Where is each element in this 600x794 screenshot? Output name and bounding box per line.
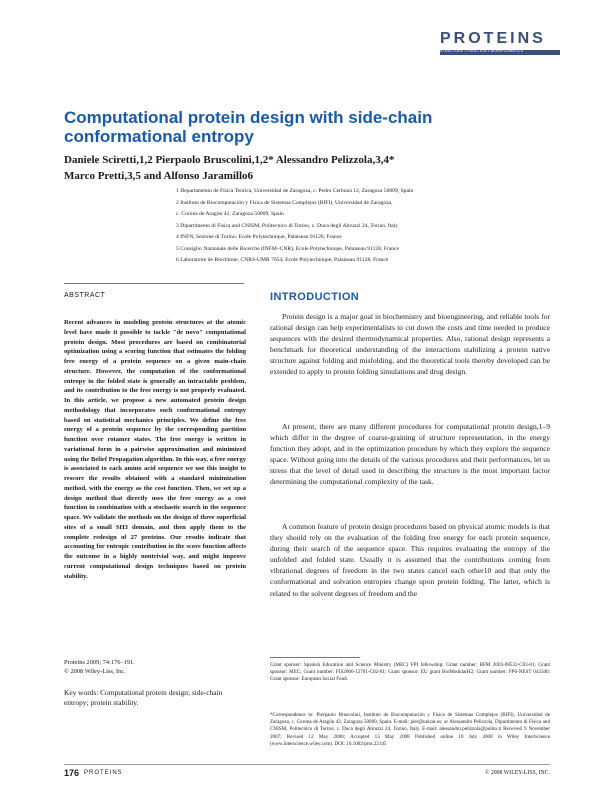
affiliation-item: 1 Departamento de Física Teórica, Universidad de Zaragoza, c. Pedro Cerbuna 12, Zaragoza 50009, Spain <box>176 188 414 194</box>
intro-paragraph-1: Protein design is a major goal in biochemistry and bioengineering, and reliable tools for rational design can help experimentalists to cut down the costs and time needed to produce sequences with the desired thermodynamical properties. Also, rational design represents a benchmark for theoretical understanding of the interactions stabilizing a protein native structure against folding and misfolding, and the theoretical tools thereby developed can be extended to apply to protein folding simulations and drug design. <box>270 312 550 377</box>
intro-paragraph-2: At present, there are many different procedures for computational protein design,1–9 which differ in the degree of coarse-graining of structure representation, in the energy function they adopt, and in the optimization procedure by which they explore the sequence space. Without going into the details of the various procedures and their performances, let us stress that the level of detail used in describing the structure is the most important factor determining the computational complexity of the task. <box>270 422 550 487</box>
copyright-line: © 2008 Wiley-Liss, Inc. <box>64 668 126 675</box>
affiliation-item: 3 Dipartimento di Fisica and CNISM, Politecnico di Torino, c. Duca degli Abruzzi 24, Torino, Italy <box>176 222 399 229</box>
affiliation-item: 5 Consiglio Nazionale delle Ricerche (INFM–CNR), Ecole Polytechnique, Palaiseau 91128, France <box>176 245 400 252</box>
citation-line: Proteins 2009; 74:176–191. <box>64 659 135 666</box>
footer-copyright: © 2008 WILEY-LISS, INC. <box>485 770 550 776</box>
keywords: Key words: Computational protein design; side-chain entropy; protein stability. <box>64 688 223 707</box>
journal-logo <box>440 30 560 55</box>
affiliation-list <box>176 186 556 267</box>
footer-journal-name: PROTEINS <box>84 770 123 776</box>
affiliation-item: 2 Instituto de Biocomputación y Física de Sistemas Complejos (BIFI), Universidad de Zaragoza, <box>176 199 393 206</box>
author-line-2: Marco Pretti,3,5 and Alfonso Jaramillo6 <box>64 170 254 182</box>
abstract-heading: ABSTRACT <box>64 292 106 299</box>
footer-divider <box>64 764 550 765</box>
intro-paragraph-3: A common feature of protein design procedures based on physical atomic models is that they should rely on the evaluation of the folding free energy for each protein sequence, during their search of the sequence space. This requires evaluating the entropy of the unfolded and folded state. Usually it is assumed that the contributions coming from vibrational degrees of freedom in the two states cancel each other10 and that only the conformational and solvation entropies change upon protein folding. The latter, which is related to the solvent degrees of freedom and the <box>270 522 550 598</box>
correspondence-footnote: *Correspondence to: Pierpaolo Bruscolini, Instituto de Biocomputación y Física de Sistemas Complejos (BIFI), Universidad de Zaragoza, c. Corona de Aragón 42, Zaragoza 50009, Spain. E-mail: pier@unizar.es; or Alessandro Pelizzola, Dipartimento di Fisica and CNISM, Politecnico di Torino, c. Duca degli Abruzzi 24, Torino, Italy. E-mail: alessandro.pelizzola@polito.it Received 9 November 2007; Revised 12 May 2008; Accepted 13 May 2008 Published online 10 July 2008 in Wiley InterScience (www.interscience.wiley.com). DOI: 10.1002/prot.22145 <box>270 712 550 747</box>
journal-logo-bar <box>440 50 560 55</box>
article-title: Computational protein design with side-chain conformational entropy <box>64 108 433 146</box>
footnote-divider <box>270 657 360 658</box>
citation-block <box>64 658 246 676</box>
author-list <box>64 152 524 184</box>
journal-logo-word: PROTEINS <box>440 30 546 47</box>
abstract-text: Recent advances in modeling protein structures at the atomic level have made it possible to tackle "de novo" computational protein design. Most procedures are based on combinatorial optimization using a scoring function that estimates the folding free energy of a protein sequence on a given main-chain structure. However, the computation of the conformational entropy in the folded state is generally an intractable problem, and its contribution to the free energy is not properly evaluated. In this article, we propose a new automated protein design methodology that incorporates such conformational entropy based on statistical mechanics principles. We define the free energy of a protein sequence by the corresponding partition function over rotamer states. The free energy is written in variational form in a pairwise approximation and minimized using the Belief Propagation algorithm. In this way, a free energy is associated to each amino acid sequence we use this insight to rescore the results obtained with a standard minimization method, with the energy as the cost function. Then, we set up a design method that directly uses the free energy as a cost function in combination with a stochastic search in the sequence space. We validate the methods on the design of three superficial sites of a small SH3 domain, and then apply them to the complete redesign of 27 proteins. Our results indicate that accounting for entropic contribution in the score function affects the outcome in a highly nontrivial way, and might improve current computational design techniques based on protein stability. <box>64 319 246 580</box>
grant-footnote: Grant sponsor: Spanish Education and Science Ministry (MEC) FPI fellowship; Grant number: BFM 2003-08532-C03-01; Grant sponsor: MEC; Grant number: FIS2006-12781-C02-01; Grant sponsor: EU grant BioModularH2; Grant number: FP6-NEST 043340; Grant sponsor: European Social Fund. <box>270 662 550 683</box>
author-line-1: Daniele Sciretti,1,2 Pierpaolo Bruscolini,1,2* Alessandro Pelizzola,3,4* <box>64 154 395 166</box>
page-number: 176 <box>64 768 80 778</box>
journal-logo-tagline: STRUCTURE • FUNCTION • BIOINFORMATICS <box>440 49 524 53</box>
affiliation-item: 6 Laboratoire de Biochimie, CNRS-UMR 7654, Ecole Polytechnique, Palaiseau 91128, France <box>176 257 389 263</box>
section-heading-introduction: INTRODUCTION <box>270 291 360 303</box>
affiliation-item: 4 INFN, Sezione di Torino, Ecole Polytechnique, Palaiseau 91128, France <box>176 234 342 240</box>
abstract-divider <box>64 283 244 284</box>
affiliation-item: c. Corona de Aragón 42, Zaragoza 50009, Spain <box>176 211 284 217</box>
